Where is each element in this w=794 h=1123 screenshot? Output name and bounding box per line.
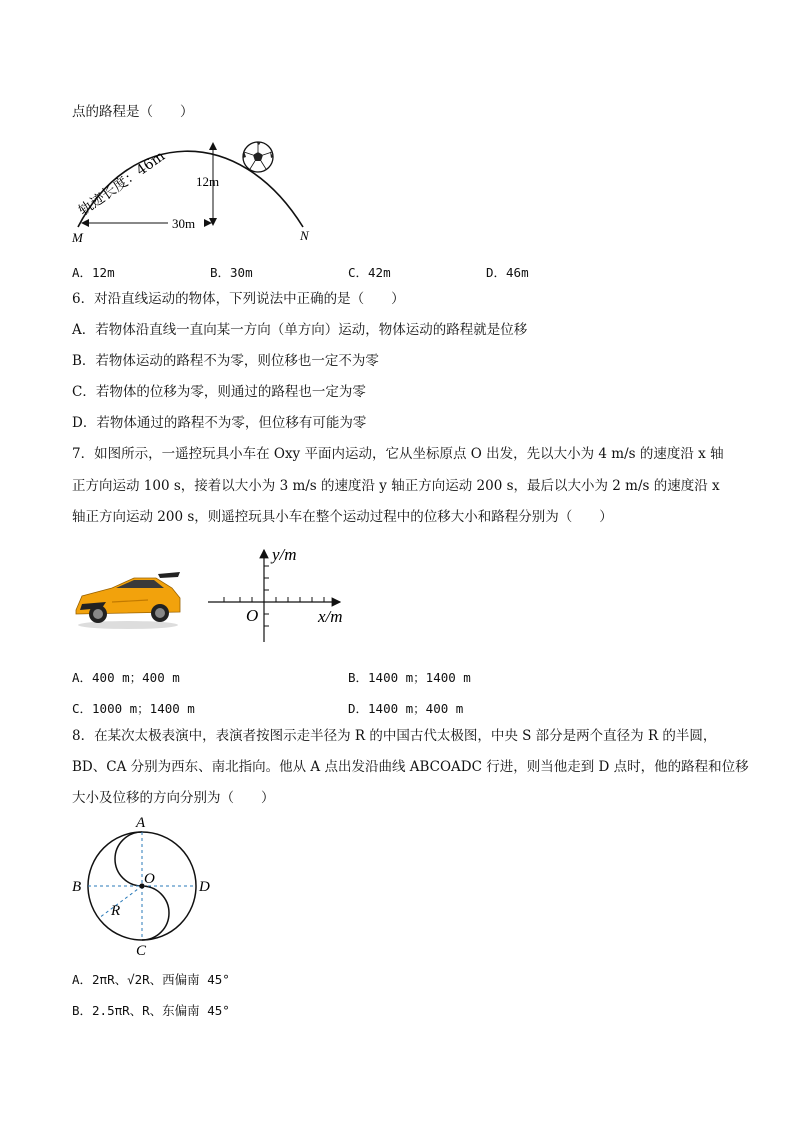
q5-option-d[interactable]: D．46m [486,265,529,280]
height-label: 12m [196,174,220,189]
q6-stem: 6．对沿直线运动的物体，下列说法中正确的是（ ） [72,291,405,307]
point-b-label: B [72,879,82,895]
q8-option-a[interactable]: A．2πR、√2R、西偏南 45° [72,972,230,987]
q7-coordinate-axes [200,544,360,648]
distance-label: 30m [172,216,196,231]
point-n-label: N [300,228,309,243]
q8-stem-line1: 8．在某次太极表演中，表演者按图示走半径为 R 的中国古代太极图，中央 S 部分是两个直径为 R 的半圆， [72,728,717,744]
point-d-label: D [199,879,210,895]
q5-trajectory-figure [68,130,328,245]
q5-option-a[interactable]: A．12m [72,265,115,280]
radius-line [99,886,142,918]
q6-option-b[interactable]: B．若物体运动的路程不为零，则位移也一定不为零 [72,353,379,369]
q7-option-a[interactable]: A．400 m；400 m [72,670,180,685]
point-o-label: O [144,871,155,887]
q5-option-b[interactable]: B．30m [210,265,253,280]
q7-option-b[interactable]: B．1400 m；1400 m [348,670,471,685]
q8-stem-line2: BD、CA 分别为西东、南北指向。他从 A 点出发沿曲线 ABCOADC 行进，则当他走到 D 点时，他的路程和位移 [72,759,749,775]
radius-label: R [111,903,121,919]
q6-option-a[interactable]: A．若物体沿直线一直向某一方向（单方向）运动，物体运动的路程就是位移 [72,322,528,338]
x-axis-label: x/m [318,607,343,626]
taiji-figure [68,812,218,962]
q6-option-c[interactable]: C．若物体的位移为零，则通过的路程也一定为零 [72,384,366,400]
q6-option-d[interactable]: D．若物体通过的路程不为零，但位移有可能为零 [72,415,367,431]
point-a-label: A [136,815,146,831]
soccer-ball-icon [243,142,273,172]
q7-option-d[interactable]: D．1400 m；400 m [348,701,464,716]
track-length-label: 轨迹长度：46m [76,148,169,220]
y-axis-label: y/m [272,545,297,564]
q7-stem-line2: 正方向运动 100 s，接着以大小为 3 m/s 的速度沿 y 轴正方向运动 200 s，最后以大小为 2 m/s 的速度沿 x [72,478,720,494]
q5-stem-tail: 点的路程是（ ） [72,104,194,120]
axis-ticks [224,566,324,626]
q5-option-c[interactable]: C．42m [348,265,391,280]
origin-label: O [246,606,259,625]
point-m-label: M [72,230,83,245]
q7-stem-line1: 7．如图所示，一遥控玩具小车在 Oxy 平面内运动，它从坐标原点 O 出发，先以大小为 4 m/s 的速度沿 x 轴 [72,446,724,462]
q7-stem-line3: 轴正方向运动 200 s，则遥控玩具小车在整个运动过程中的位移大小和路程分别为（ ） [72,509,613,525]
q8-option-b[interactable]: B．2.5πR、R、东偏南 45° [72,1003,230,1018]
point-c-label: C [136,943,147,959]
toy-car-image [72,568,184,632]
q8-stem-line3: 大小及位移的方向分别为（ ） [72,790,275,806]
q7-option-c[interactable]: C．1000 m；1400 m [72,701,195,716]
